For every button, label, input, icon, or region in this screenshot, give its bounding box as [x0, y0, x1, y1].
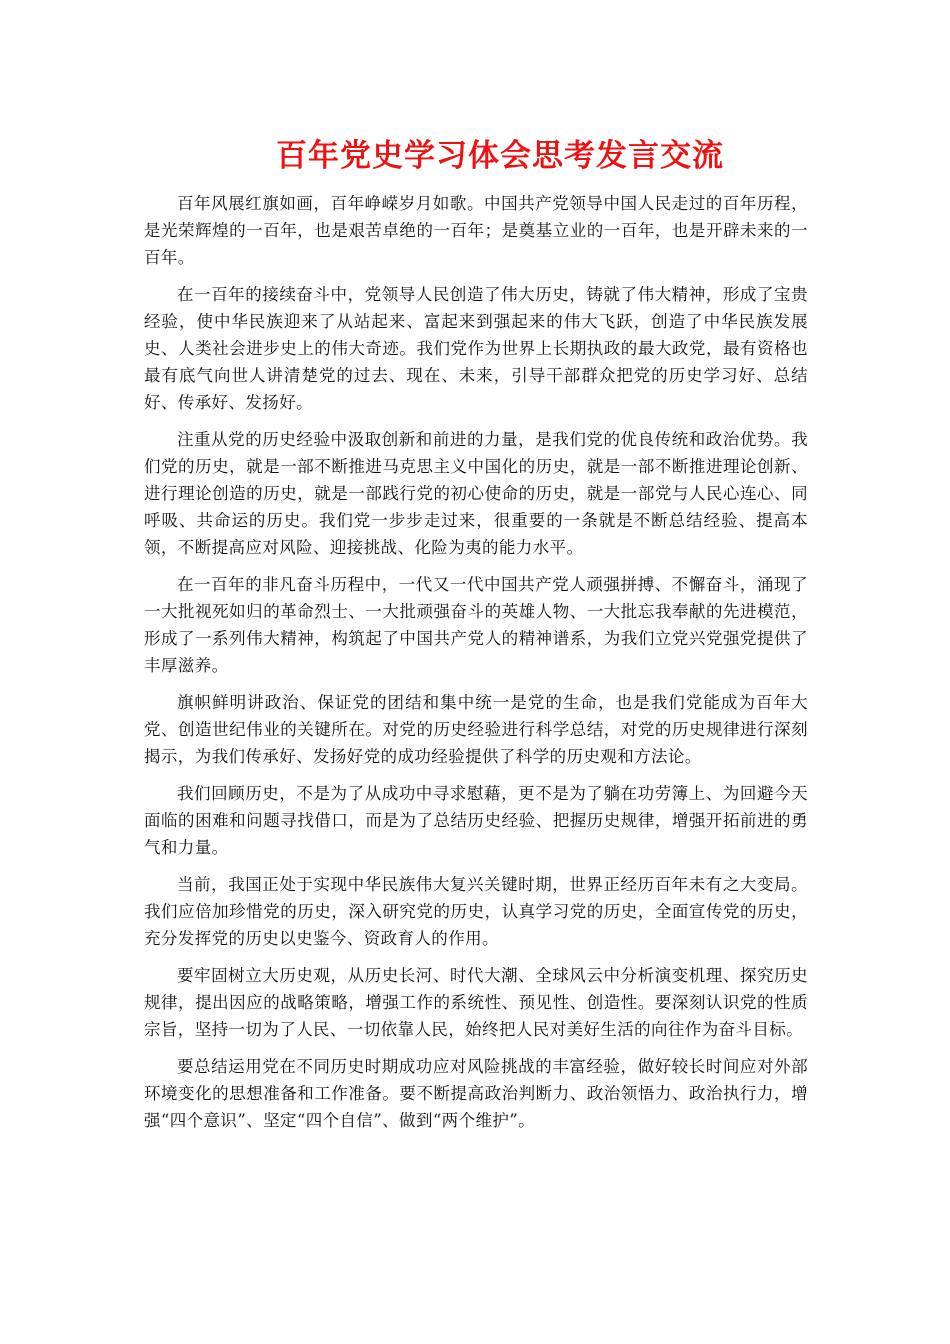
paragraph-2: 在一百年的接续奋斗中，党领导人民创造了伟大历史，铸就了伟大精神，形成了宝贵经验，使中华民族迎来了从站起来、富起来到强起来的伟大飞跃，创造了中华民族发展史、人类社会进步史上的伟大奇迹。我们党作为世界上长期执政的最大政党，最有资格也最有底气向世人讲清楚党的过去、现在、未来，引导干部群众把党的历史学习好、总结好、传承好、发扬好。 [144, 285, 808, 412]
paragraph-6: 我们回顾历史，不是为了从成功中寻求慰藉，更不是为了躺在功劳簿上、为回避今天面临的困难和问题寻找借口，而是为了总结历史经验、把握历史规律，增强开拓前进的勇气和力量。 [144, 784, 808, 857]
paragraph-4: 在一百年的非凡奋斗历程中，一代又一代中国共产党人顽强拼搏、不懈奋斗，涌现了一大批视死如归的革命烈士、一大批顽强奋斗的英雄人物、一大批忘我奉献的先进模范，形成了一系列伟大精神，构筑起了中国共产党人的精神谱系，为我们立党兴党强党提供了丰厚滋养。 [144, 575, 808, 675]
paragraph-5: 旗帜鲜明讲政治、保证党的团结和集中统一是党的生命，也是我们党能成为百年大党、创造世纪伟业的关键所在。对党的历史经验进行科学总结，对党的历史规律进行深刻揭示，为我们传承好、发扬好党的成功经验提供了科学的历史观和方法论。 [144, 693, 808, 766]
document-body [144, 190, 808, 1144]
paragraph-7: 当前，我国正处于实现中华民族伟大复兴关键时期，世界正经历百年未有之大变局。我们应倍加珍惜党的历史，深入研究党的历史，认真学习党的历史，全面宣传党的历史，充分发挥党的历史以史鉴今、资政育人的作用。 [144, 875, 808, 948]
paragraph-9: 要总结运用党在不同历史时期成功应对风险挑战的丰富经验，做好较长时间应对外部环境变化的思想准备和工作准备。要不断提高政治判断力、政治领悟力、政治执行力，增强“四个意识”、坚定“四个自信”、做到“两个维护”。 [144, 1057, 808, 1130]
document-title: 百年党史学习体会思考发言交流 [276, 138, 724, 174]
paragraph-8: 要牢固树立大历史观，从历史长河、时代大潮、全球风云中分析演变机理、探究历史规律，提出因应的战略策略，增强工作的系统性、预见性、创造性。要深刻认识党的性质宗旨，坚持一切为了人民、一切依靠人民，始终把人民对美好生活的向往作为奋斗目标。 [144, 966, 808, 1039]
paragraph-1: 百年风展红旗如画，百年峥嵘岁月如歌。中国共产党领导中国人民走过的百年历程，是光荣辉煌的一百年，也是艰苦卓绝的一百年；是奠基立业的一百年，也是开辟未来的一百年。 [144, 194, 808, 267]
paragraph-3: 注重从党的历史经验中汲取创新和前进的力量，是我们党的优良传统和政治优势。我们党的历史，就是一部不断推进马克思主义中国化的历史，就是一部不断推进理论创新、进行理论创造的历史，就是一部践行党的初心使命的历史，就是一部党与人民心连心、同呼吸、共命运的历史。我们党一步步走过来，很重要的一条就是不断总结经验、提高本领，不断提高应对风险、迎接挑战、化险为夷的能力水平。 [144, 430, 808, 557]
